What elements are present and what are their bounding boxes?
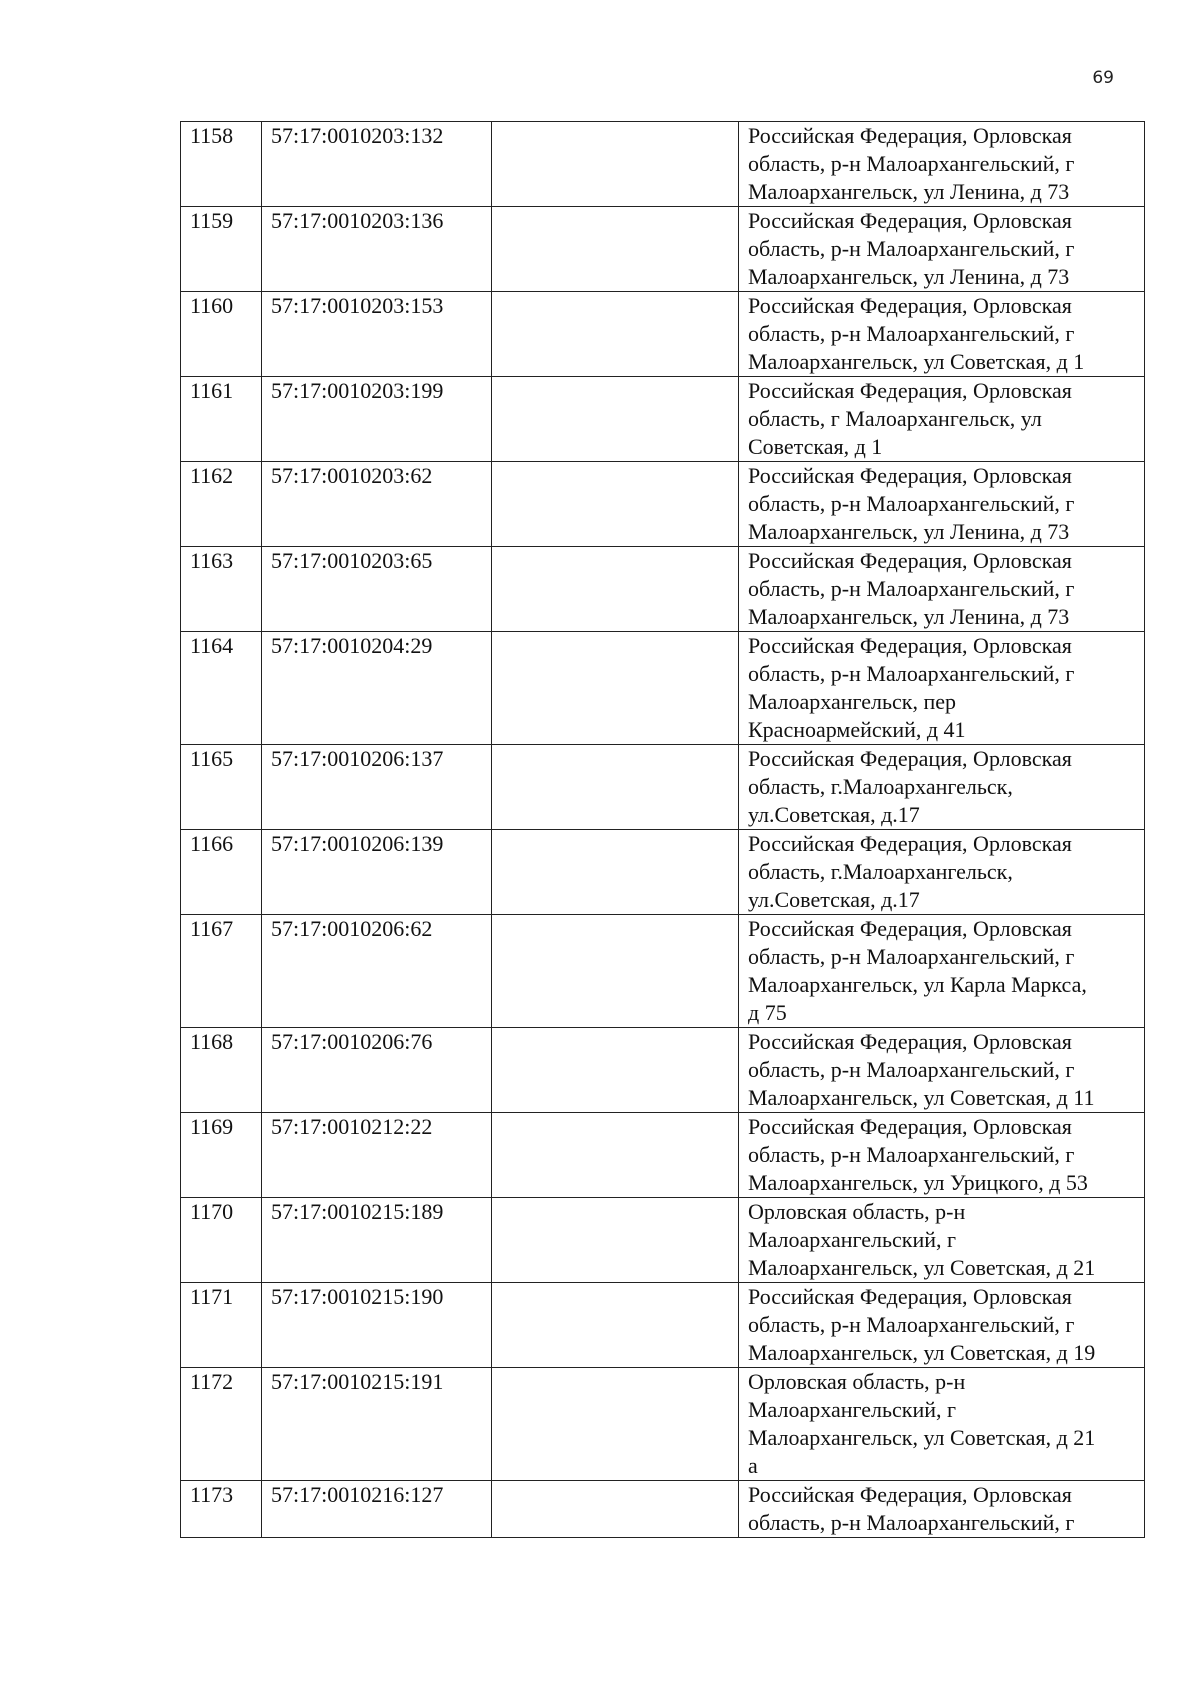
- address-cell: Российская Федерация, Орловская область, г.Малоархангельск, ул.Советская, д.17: [739, 745, 1145, 830]
- row-number-cell: 1169: [181, 1113, 262, 1198]
- empty-cell: [492, 377, 739, 462]
- row-number-cell: 1163: [181, 547, 262, 632]
- address-cell: Орловская область, р-н Малоархангельский, г Малоархангельск, ул Советская, д 21: [739, 1198, 1145, 1283]
- cadastral-number-cell: 57:17:0010203:65: [262, 547, 492, 632]
- row-number-cell: 1161: [181, 377, 262, 462]
- registry-table-body: [181, 122, 1145, 1538]
- cadastral-number-cell: 57:17:0010206:137: [262, 745, 492, 830]
- row-number-cell: 1162: [181, 462, 262, 547]
- cadastral-number-cell: 57:17:0010215:189: [262, 1198, 492, 1283]
- empty-cell: [492, 745, 739, 830]
- table-row: [181, 1368, 1145, 1481]
- table-row: [181, 1283, 1145, 1368]
- address-cell: Российская Федерация, Орловская область, р-н Малоархангельский, г Малоархангельск, ул Ленина, д 73: [739, 462, 1145, 547]
- table-row: [181, 1481, 1145, 1538]
- table-row: [181, 830, 1145, 915]
- address-cell: Российская Федерация, Орловская область, р-н Малоархангельский, г Малоархангельск, ул Урицкого, д 53: [739, 1113, 1145, 1198]
- row-number-cell: 1170: [181, 1198, 262, 1283]
- row-number-cell: 1159: [181, 207, 262, 292]
- address-cell: Российская Федерация, Орловская область, р-н Малоархангельский, г Малоархангельск, ул Советская, д 1: [739, 292, 1145, 377]
- cadastral-number-cell: 57:17:0010203:136: [262, 207, 492, 292]
- row-number-cell: 1168: [181, 1028, 262, 1113]
- table-row: [181, 1113, 1145, 1198]
- row-number-cell: 1171: [181, 1283, 262, 1368]
- property-registry-table: [180, 121, 1145, 1538]
- empty-cell: [492, 1283, 739, 1368]
- address-cell: Российская Федерация, Орловская область, г.Малоархангельск, ул.Советская, д.17: [739, 830, 1145, 915]
- table-row: [181, 915, 1145, 1028]
- cadastral-number-cell: 57:17:0010206:62: [262, 915, 492, 1028]
- table-row: [181, 632, 1145, 745]
- table-row: [181, 207, 1145, 292]
- empty-cell: [492, 122, 739, 207]
- cadastral-number-cell: 57:17:0010203:199: [262, 377, 492, 462]
- table-row: [181, 122, 1145, 207]
- address-cell: Российская Федерация, Орловская область, р-н Малоархангельский, г Малоархангельск, ул Ленина, д 73: [739, 207, 1145, 292]
- address-cell: Российская Федерация, Орловская область, р-н Малоархангельский, г Малоархангельск, ул Советская, д 11: [739, 1028, 1145, 1113]
- empty-cell: [492, 462, 739, 547]
- address-cell: Российская Федерация, Орловская область, р-н Малоархангельский, г Малоархангельск, ул Советская, д 19: [739, 1283, 1145, 1368]
- address-cell: Российская Федерация, Орловская область, р-н Малоархангельский, г: [739, 1481, 1145, 1538]
- empty-cell: [492, 1113, 739, 1198]
- empty-cell: [492, 1028, 739, 1113]
- row-number-cell: 1166: [181, 830, 262, 915]
- empty-cell: [492, 207, 739, 292]
- table-row: [181, 292, 1145, 377]
- row-number-cell: 1172: [181, 1368, 262, 1481]
- table-row: [181, 745, 1145, 830]
- table-row: [181, 1198, 1145, 1283]
- address-cell: Российская Федерация, Орловская область, р-н Малоархангельский, г Малоархангельск, ул Ленина, д 73: [739, 547, 1145, 632]
- table-row: [181, 377, 1145, 462]
- address-cell: Российская Федерация, Орловская область, р-н Малоархангельский, г Малоархангельск, ул Ленина, д 73: [739, 122, 1145, 207]
- empty-cell: [492, 915, 739, 1028]
- empty-cell: [492, 830, 739, 915]
- table-row: [181, 547, 1145, 632]
- address-cell: Орловская область, р-н Малоархангельский, г Малоархангельск, ул Советская, д 21 а: [739, 1368, 1145, 1481]
- cadastral-number-cell: 57:17:0010215:191: [262, 1368, 492, 1481]
- table-row: [181, 462, 1145, 547]
- cadastral-number-cell: 57:17:0010206:76: [262, 1028, 492, 1113]
- cadastral-number-cell: 57:17:0010203:62: [262, 462, 492, 547]
- row-number-cell: 1160: [181, 292, 262, 377]
- cadastral-number-cell: 57:17:0010203:153: [262, 292, 492, 377]
- cadastral-number-cell: 57:17:0010206:139: [262, 830, 492, 915]
- row-number-cell: 1164: [181, 632, 262, 745]
- address-cell: Российская Федерация, Орловская область, р-н Малоархангельский, г Малоархангельск, пер Красноармейский, д 41: [739, 632, 1145, 745]
- address-cell: Российская Федерация, Орловская область, р-н Малоархангельский, г Малоархангельск, ул Карла Маркса, д 75: [739, 915, 1145, 1028]
- empty-cell: [492, 1481, 739, 1538]
- empty-cell: [492, 547, 739, 632]
- empty-cell: [492, 292, 739, 377]
- empty-cell: [492, 1368, 739, 1481]
- cadastral-number-cell: 57:17:0010216:127: [262, 1481, 492, 1538]
- row-number-cell: 1173: [181, 1481, 262, 1538]
- page-number: 69: [1092, 68, 1114, 88]
- cadastral-number-cell: 57:17:0010212:22: [262, 1113, 492, 1198]
- row-number-cell: 1158: [181, 122, 262, 207]
- cadastral-number-cell: 57:17:0010215:190: [262, 1283, 492, 1368]
- table-row: [181, 1028, 1145, 1113]
- address-cell: Российская Федерация, Орловская область, г Малоархангельск, ул Советская, д 1: [739, 377, 1145, 462]
- empty-cell: [492, 632, 739, 745]
- empty-cell: [492, 1198, 739, 1283]
- cadastral-number-cell: 57:17:0010204:29: [262, 632, 492, 745]
- row-number-cell: 1167: [181, 915, 262, 1028]
- row-number-cell: 1165: [181, 745, 262, 830]
- cadastral-number-cell: 57:17:0010203:132: [262, 122, 492, 207]
